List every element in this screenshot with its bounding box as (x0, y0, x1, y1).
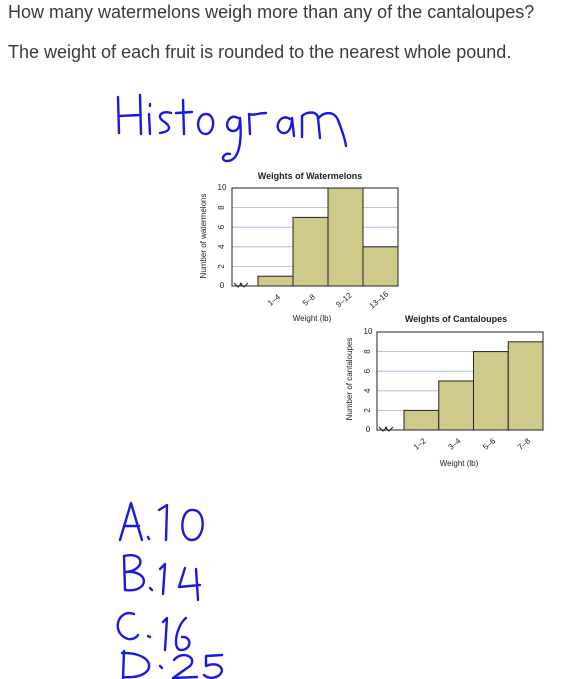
y-tick-label: 10 (363, 327, 373, 337)
watermelon-histogram (199, 171, 398, 323)
bar-9–12 (328, 188, 363, 286)
bar-5–8 (293, 217, 328, 286)
bar-3–4 (439, 381, 474, 430)
bar-1–4 (258, 276, 293, 286)
y-axis-label: Number of cantaloupes (345, 337, 354, 421)
y-tick-label: 6 (217, 224, 227, 230)
bar-1–2 (404, 410, 439, 430)
handwritten-choice-d (122, 651, 222, 679)
y-tick-label: 8 (363, 349, 373, 354)
bar-5–6 (474, 352, 509, 430)
handwritten-heading (118, 95, 346, 161)
y-tick-label: 0 (365, 425, 371, 435)
x-tick-label: 9–12 (334, 290, 354, 310)
cantaloupe-histogram (345, 314, 543, 468)
bar-7–8 (508, 342, 543, 430)
handwritten-choice-b (124, 555, 200, 600)
x-tick-label: 3–4 (446, 436, 463, 452)
y-tick-label: 8 (217, 205, 227, 210)
question-text: How many watermelons weigh more than any of the cantaloupes? (8, 2, 535, 22)
y-tick-label: 0 (219, 281, 225, 291)
instruction-text: The weight of each fruit is rounded to the nearest whole pound. (8, 42, 512, 62)
y-tick-label: 4 (363, 388, 373, 394)
x-tick-label: 1–2 (411, 436, 428, 452)
x-axis-label: Weight (lb) (292, 314, 332, 323)
x-tick-label: 7–8 (516, 436, 533, 452)
y-tick-label: 2 (217, 264, 227, 269)
x-axis-label: Weight (lb) (439, 459, 479, 468)
x-tick-label: 1–4 (265, 292, 282, 308)
y-tick-label: 10 (217, 183, 227, 193)
y-tick-label: 2 (363, 408, 373, 413)
chart-title: Weights of Cantaloupes (404, 314, 508, 324)
y-tick-label: 4 (217, 244, 227, 250)
y-tick-label: 6 (363, 368, 373, 374)
bar-13–16 (363, 247, 398, 286)
x-tick-label: 5–6 (481, 436, 498, 452)
handwritten-choice-c (118, 613, 190, 650)
handwritten-choice-a (120, 503, 203, 540)
y-axis-label: Number of watermelons (199, 193, 208, 279)
chart-title: Weights of Watermelons (257, 171, 363, 181)
x-tick-label: 5–8 (300, 292, 317, 308)
x-tick-label: 13–16 (367, 289, 391, 311)
